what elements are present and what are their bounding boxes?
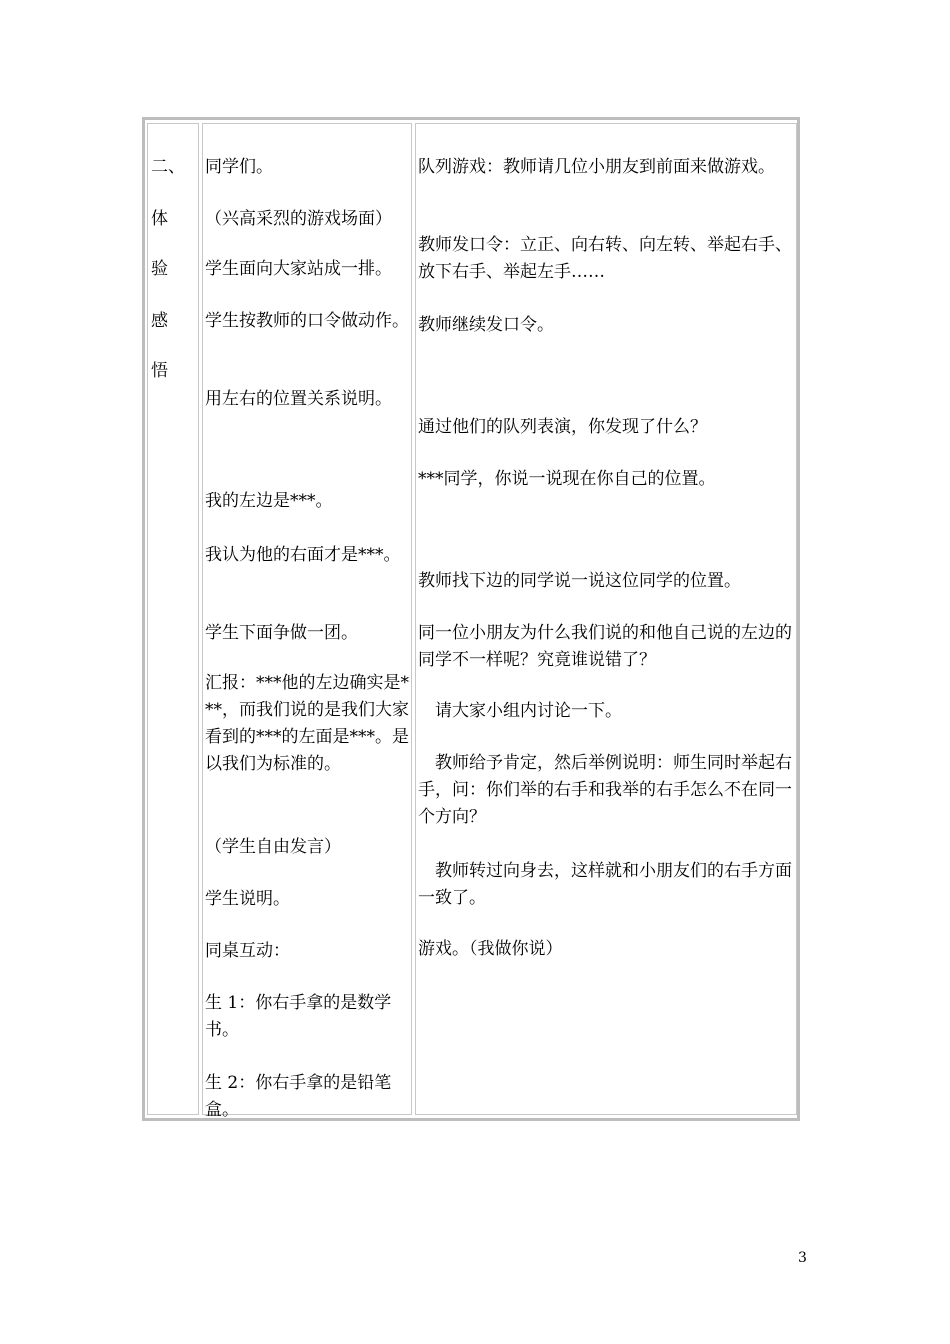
student-activity-paragraph: 用左右的位置关系说明。 [205,389,392,409]
student-activity-paragraph: 我认为他的右面才是***。 [205,545,401,565]
teacher-activity-paragraph: 通过他们的队列表演，你发现了什么？ [418,417,707,437]
teacher-activity-paragraph: 同一位小朋友为什么我们说的和他自己说的左边的同学不一样呢？究竟谁说错了？ [418,623,792,670]
student-activity-paragraph: 学生面向大家站成一排。 [205,259,392,279]
student-activity-paragraph: （学生自由发言） [205,837,341,857]
teacher-activity-paragraph: 教师找下边的同学说一说这位同学的位置。 [418,571,741,591]
section-heading-line: 感 [151,311,168,331]
teacher-activity-paragraph: 游戏。（我做你说） [418,939,563,959]
section-heading-line: 体 [151,209,168,229]
student-activity-paragraph: 我的左边是***。 [205,491,333,511]
student-activity-column [202,123,412,1120]
teacher-activity-paragraph: 请大家小组内讨论一下。 [418,701,622,721]
section-heading-line: 悟 [151,361,168,381]
section-column [147,123,199,1115]
teacher-activity-paragraph: 队列游戏：教师请几位小朋友到前面来做游戏。 [418,157,775,177]
section-heading-line: 验 [151,259,168,279]
teacher-activity-paragraph: 教师继续发口令。 [418,315,554,335]
student-activity-paragraph: 学生按教师的口令做动作。 [205,311,409,331]
student-activity-paragraph: 学生说明。 [205,889,290,909]
teacher-activity-paragraph: ***同学，你说一说现在你自己的位置。 [418,469,716,489]
student-activity-paragraph: 汇报：***他的左边确实是***，而我们说的是我们大家看到的***的左面是***。是以我们为标准的。 [205,673,409,774]
teacher-activity-column [415,123,797,1115]
section-heading-line: 二、 [151,157,185,177]
lesson-plan-table [142,117,800,1121]
student-activity-paragraph: （兴高采烈的游戏场面） [205,209,392,229]
teacher-activity-paragraph: 教师给予肯定，然后举例说明：师生同时举起右手，问：你们举的右手和我举的右手怎么不在同一个方向？ [418,753,792,827]
teacher-activity-paragraph: 教师发口令：立正、向右转、向左转、举起右手、放下右手、举起左手…… [418,235,792,282]
student-activity-paragraph: 生 2：你右手拿的是铅笔盒。 [205,1073,392,1120]
page-number: 3 [798,1250,807,1266]
student-activity-paragraph: 学生下面争做一团。 [205,623,358,643]
student-activity-paragraph: 生 1：你右手拿的是数学书。 [205,993,392,1040]
teacher-activity-paragraph: 教师转过向身去，这样就和小朋友们的右手方面一致了。 [418,861,792,908]
student-activity-paragraph: 同学们。 [205,157,273,177]
student-activity-paragraph: 同桌互动： [205,941,290,961]
